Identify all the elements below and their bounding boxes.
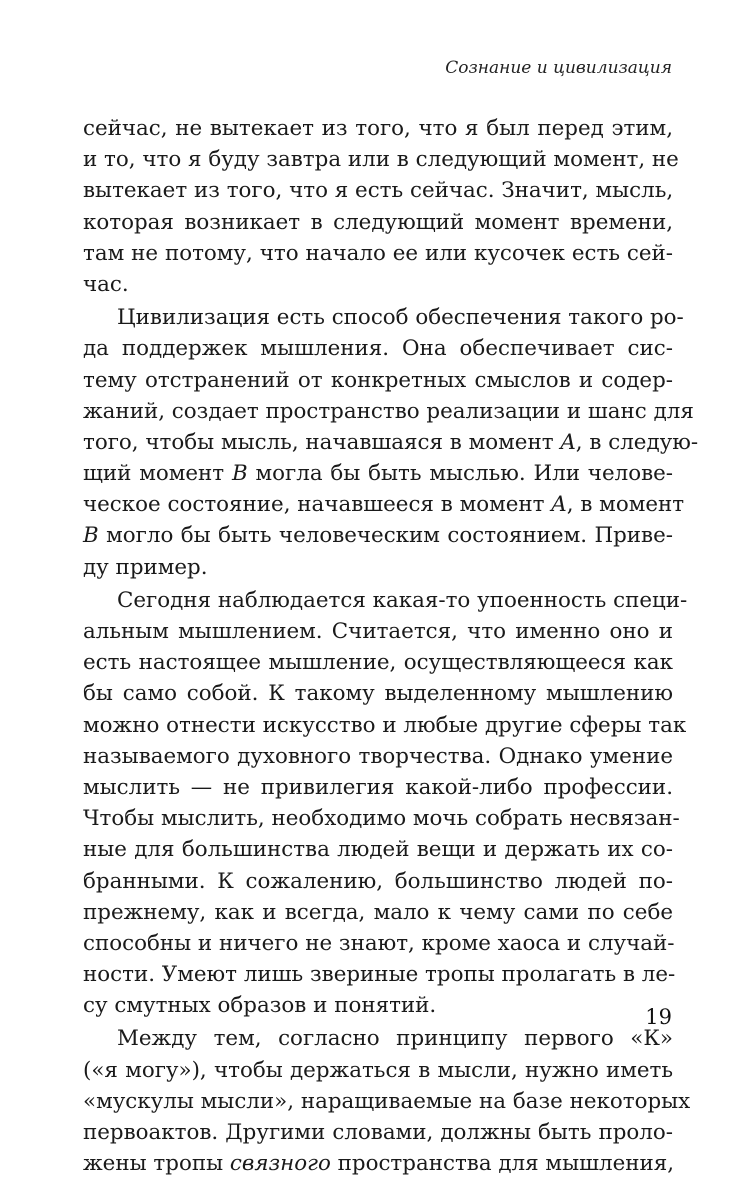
text-line: су смутных образов и понятий. [83, 993, 437, 1019]
text-line: жаний, создает пространство реализации и шанс для [83, 398, 694, 424]
text-line: можно отнести искусство и любые другие сферы так [83, 712, 687, 738]
text-line: которая возникает в следующий момент времени, [83, 209, 673, 235]
text-line: час. [83, 271, 129, 297]
text-line: называемого духовного творчества. Однако умение [83, 743, 673, 769]
text-line: сейчас, не вытекает из того, что я был перед этим, [83, 116, 673, 141]
paragraph-4 [83, 1023, 691, 1179]
paragraph-2 [83, 302, 699, 583]
text-line: первоактов. Другими словами, должны быть проло- [83, 1120, 673, 1145]
text-line: «мускулы мысли», наращиваемые на базе некоторых [83, 1088, 691, 1114]
text-line: мыслить — не привилегия какой-либо профессии. [83, 774, 673, 800]
text-line: там не потому, что начало ее или кусочек есть сей- [83, 240, 673, 266]
page-number: 19 [645, 1005, 672, 1029]
text-line: Сегодня наблюдается какая-то упоенность специ- [117, 587, 688, 613]
text-line: и то, что я буду завтра или в следующий момент, не [83, 147, 679, 173]
text-line: («я могу»), чтобы держаться в мысли, нужно иметь [83, 1057, 673, 1083]
text-line: альным мышлением. Считается, что именно оно и [83, 619, 673, 644]
text-line: да поддержек мышления. Она обеспечивает сис- [83, 336, 673, 362]
paragraph-3 [83, 585, 688, 1022]
text-line: Между тем, согласно принципу первого «К» [117, 1026, 673, 1052]
text-line: бранными. К сожалению, большинство людей по- [83, 868, 673, 894]
text-line: ности. Умеют лишь звериные тропы пролагать в ле- [83, 962, 676, 988]
text-line: есть настоящее мышление, осуществляющееся как [83, 650, 673, 676]
text-line: жены тропы связного пространства для мышления, [83, 1151, 675, 1177]
running-head: Сознание и цивилизация [445, 58, 672, 78]
text-line: ные для большинства людей вещи и держать их со- [83, 837, 673, 863]
text-line: ческое состояние, начавшееся в момент A, в момент [83, 492, 685, 518]
text-line: Цивилизация есть способ обеспечения такого ро- [117, 305, 684, 331]
text-line: способны и ничего не знают, кроме хаоса и случай- [83, 930, 675, 956]
text-line: вытекает из того, что я есть сейчас. Значит, мысль, [83, 178, 674, 204]
text-line: прежнему, как и всегда, мало к чему сами по себе [83, 899, 673, 925]
text-line: бы само собой. К такому выделенному мышлению [83, 681, 673, 707]
paragraph-1 [83, 113, 679, 300]
text-line: B могло бы быть человеческим состоянием. Приве- [83, 523, 673, 549]
text-line: ду пример. [83, 554, 208, 580]
text-line: того, чтобы мысль, начавшаяся в момент A, в следую- [83, 429, 699, 455]
text-line: щий момент B могла бы быть мыслью. Или челове- [83, 461, 673, 487]
body-text [83, 113, 699, 1179]
text-line: тему отстранений от конкретных смыслов и содер- [83, 367, 673, 393]
text-line: Чтобы мыслить, необходимо мочь собрать несвязан- [83, 806, 680, 832]
